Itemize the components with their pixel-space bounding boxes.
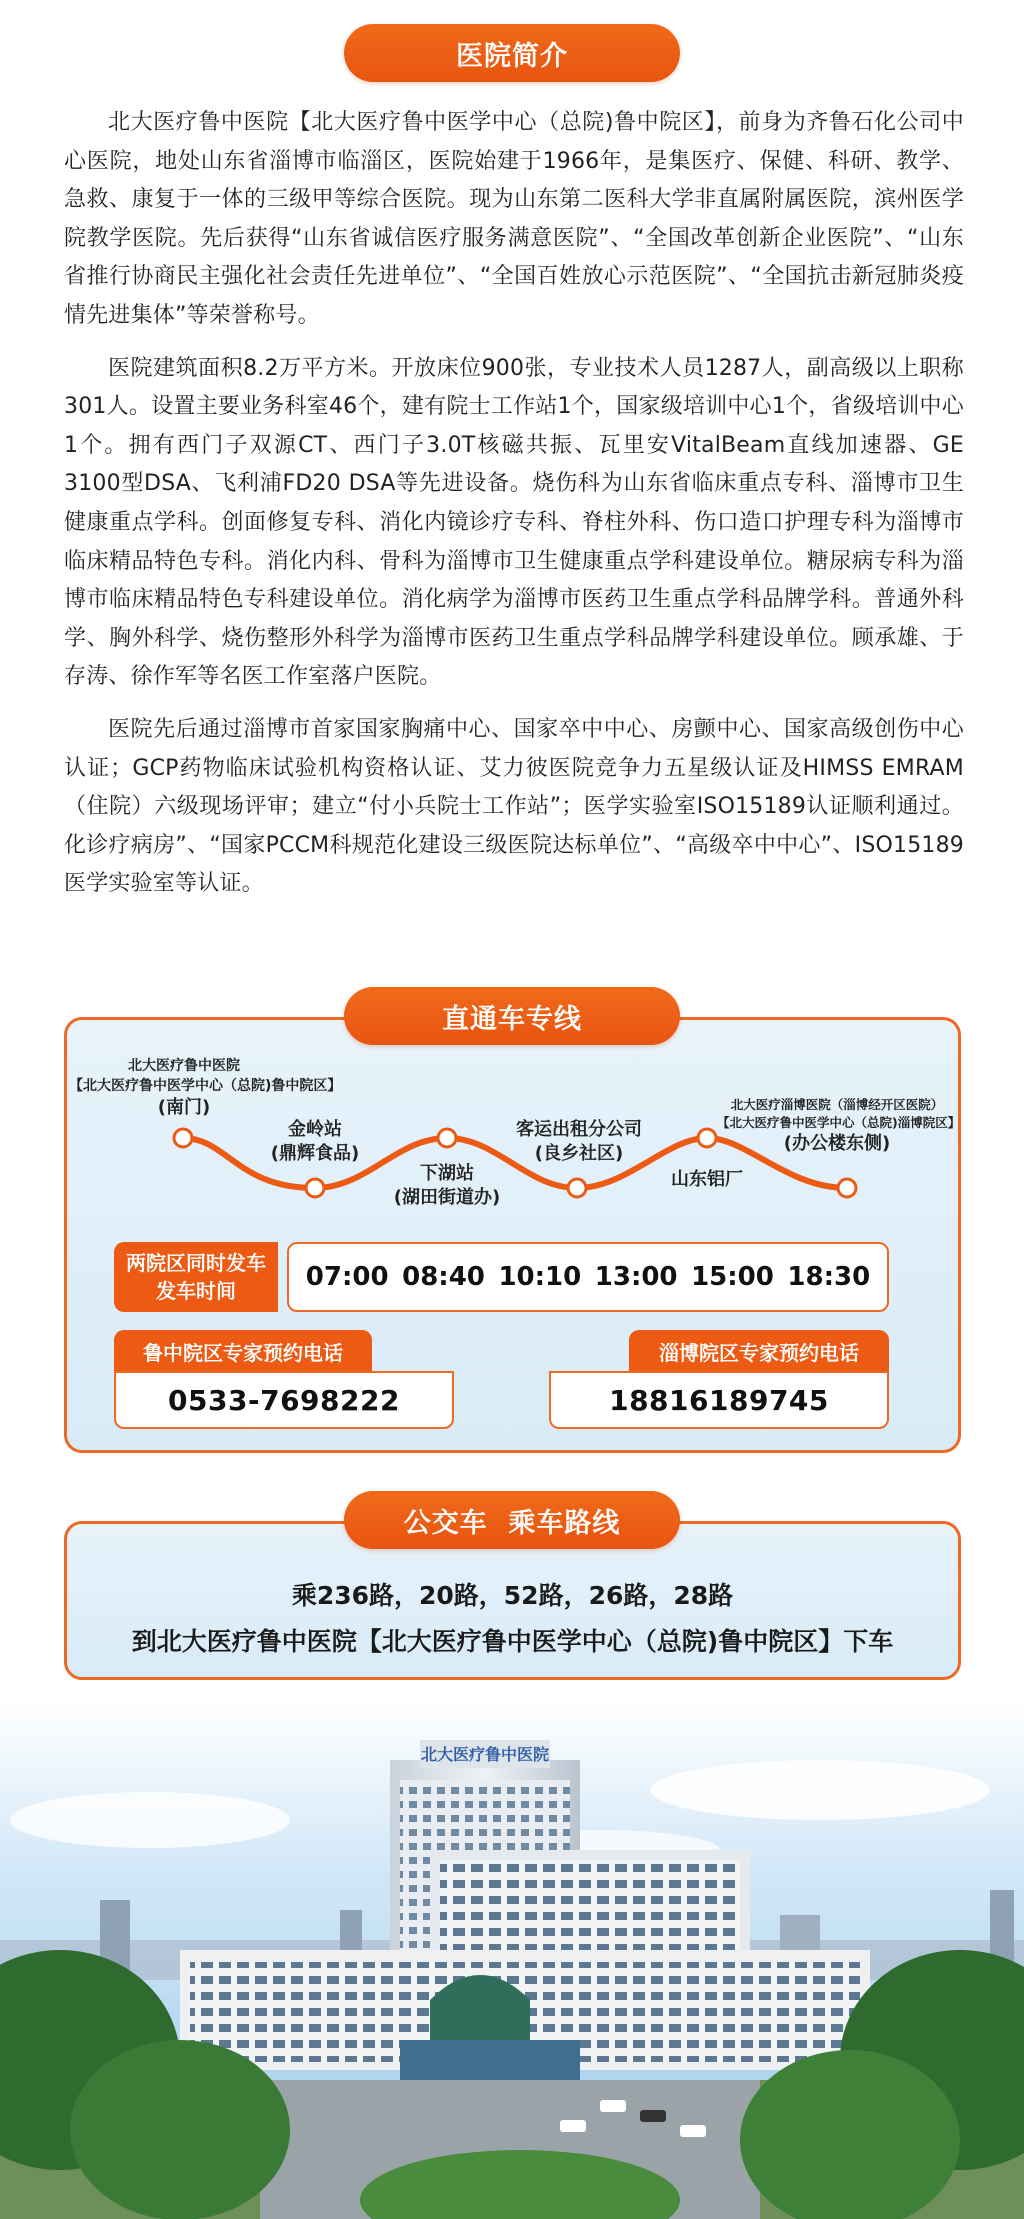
intro-text: [64, 104, 964, 918]
route-stop-dot: [698, 1129, 716, 1147]
hospital-photo: [0, 1700, 1024, 2219]
route-title-pill: [344, 987, 680, 1045]
luzhong-phone-label: 鲁中院区专家预约电话: [114, 1330, 372, 1372]
departure-time: 07:00: [305, 1262, 389, 1292]
route-stop-dot: [838, 1179, 856, 1197]
luzhong-phone-number[interactable]: 0533-7698222: [114, 1371, 454, 1429]
departure-time: 15:00: [691, 1262, 774, 1292]
departure-times: [287, 1242, 889, 1312]
bus-title-pill: [344, 1491, 680, 1549]
departure-time: 10:10: [498, 1262, 582, 1292]
route-stop-keyun: 客运出租分公司 (良乡社区): [516, 1119, 642, 1164]
route-panel: [64, 1017, 961, 1453]
zibo-phone-number[interactable]: 18816189745: [549, 1371, 889, 1429]
intro-paragraph-3: 医院先后通过淄博市首家国家胸痛中心、国家卒中中心、房颤中心、国家高级创伤中心认证；GCP药物临床试验机构资格认证、艾力彼医院竞争力五星级认证及HIMSS EMRAM（住院）六级现场评审；建立“付小兵院士工作站”；医学实验室ISO15189认证顺利通过。化诊疗病房”、“国家PCCM科规范化建设三级医院达标单位”、“高级卒中中心”、ISO15189医学实验室等认证。: [64, 716, 964, 897]
departure-time: 08:40: [402, 1262, 485, 1292]
intro-paragraph-2: 医院建筑面积8.2万平方米。开放床位900张，专业技术人员1287人，副高级以上职称301人。设置主要业务科室46个，建有院士工作站1个，国家级培训中心1个，省级培训中心1个。拥有西门子双源CT、西门子3.0T核磁共振、瓦里安VitalBeam直线加速器、GE 3100型DSA、飞利浦FD20 DSA等先进设备。烧伤科为山东省临床重点专科、淄博市卫生健康重点学科。创面修复专科、消化内镜诊疗专科、脊柱外科、伤口造口护理专科为淄博市临床精品特色专科。消化内科、骨科为淄博市卫生健康重点学科建设单位。糖尿病专科为淄博市临床精品特色专科建设单位。消化病学为淄博市医药卫生重点学科品牌学科。普通外科学、胸外科学、烧伤整形外科学为淄博市医药卫生重点学科品牌学科建设单位。顾承雄、于存涛、徐作军等名医工作室落户医院。: [64, 355, 964, 690]
hospital-building-illustration: [0, 1700, 1024, 2219]
departure-time: 13:00: [594, 1262, 678, 1292]
route-end-label: 北大医疗淄博医院（淄博经开区医院） 【北大医疗鲁中医学中心（总院)淄博院区】 (办公楼东侧): [717, 1097, 961, 1154]
route-stop-dot: [306, 1179, 324, 1197]
route-stop-shandong-aluminum: 山东铝厂: [671, 1169, 743, 1190]
route-stop-xiahu: 下湖站 (湖田街道办): [393, 1163, 501, 1208]
route-stop-dot: [568, 1179, 586, 1197]
intro-title-pill: [344, 24, 680, 82]
bus-title: 公交车 乘车路线: [403, 1507, 621, 1539]
building-sign: 北大医疗鲁中医院: [420, 1745, 550, 1764]
intro-title: 医院简介: [456, 40, 568, 72]
zibo-phone-label: 淄博院区专家预约电话: [629, 1330, 889, 1372]
bus-lines-text: 乘236路，20路，52路，26路，28路: [291, 1581, 734, 1610]
route-stop-dot: [438, 1129, 456, 1147]
route-stop-dot: [174, 1129, 192, 1147]
bus-destination-text: 到北大医疗鲁中医院【北大医疗鲁中医学中心（总院)鲁中院区】下车: [131, 1627, 894, 1656]
route-start-label: 北大医疗鲁中医院 【北大医疗鲁中医学中心（总院)鲁中院区】 (南门): [69, 1058, 342, 1118]
departure-time: 18:30: [787, 1262, 871, 1292]
route-title: 直通车专线: [442, 1003, 582, 1035]
departure-time-label: 两院区同时发车 发车时间: [114, 1242, 278, 1312]
intro-paragraph-1: 北大医疗鲁中医院【北大医疗鲁中医学中心（总院)鲁中院区】，前身为齐鲁石化公司中心医院，地处山东省淄博市临淄区，医院始建于1966年，是集医疗、保健、科研、教学、急救、康复于一体的三级甲等综合医院。现为山东第二医科大学非直属附属医院，滨州医学院教学医院。先后获得“山东省诚信医疗服务满意医院”、“全国改革创新企业医院”、“山东省推行协商民主强化社会责任先进单位”、“全国百姓放心示范医院”、“全国抗击新冠肺炎疫情先进集体”等荣誉称号。: [64, 110, 964, 328]
route-stop-jinling: 金岭站 (鼎辉食品): [270, 1119, 360, 1164]
